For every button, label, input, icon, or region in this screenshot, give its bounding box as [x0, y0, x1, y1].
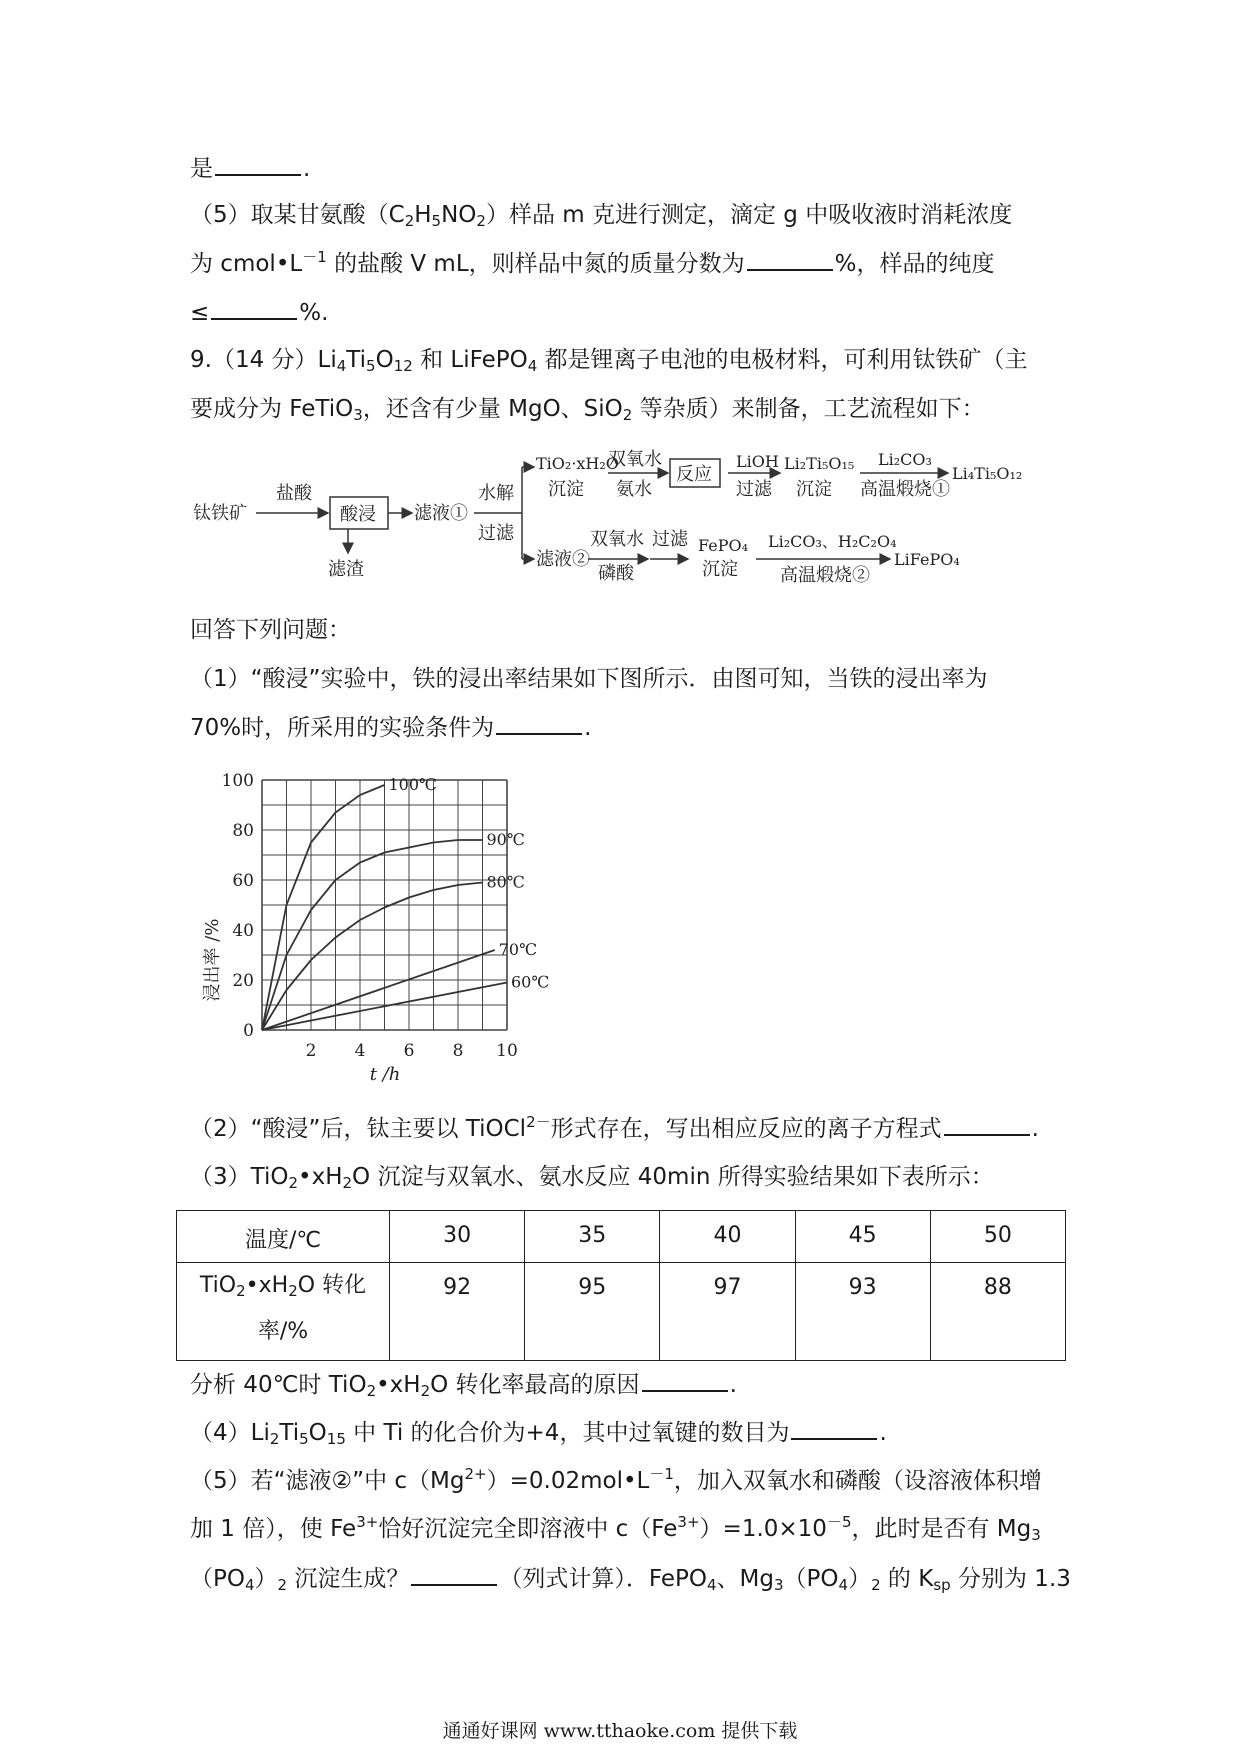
flow-precip-1: 沉淀: [548, 479, 584, 500]
question-9-2: （2）“酸浸”后，钛主要以 TiOCl$^{2-}$形式存在，写出相应反应的离子方程式 .: [190, 1113, 1039, 1142]
conversion-rate-table: [176, 1210, 1066, 1361]
flow-tio2-hydrate: TiO₂·xH₂O: [536, 454, 619, 473]
answer-blank: [215, 152, 301, 176]
table-row: [177, 1263, 1066, 1361]
flow-phosphoric: 磷酸: [598, 563, 634, 584]
table-cell: 97: [660, 1263, 795, 1361]
table-cell: 88: [930, 1263, 1065, 1361]
answer-blank: [642, 1368, 728, 1392]
question-9-4: $(4)Li_2Ti_5O_{15}$ 中 Ti 的化合价为+4，其中过氧键的数目为 .: [190, 1416, 887, 1449]
table-header-rate: $TiO_2•xH_2O$ 转化 率/%: [177, 1263, 390, 1361]
chart-ytick-label: 0: [243, 1021, 254, 1041]
table-cell: 45: [795, 1211, 930, 1263]
answer-blank: [496, 711, 582, 735]
flow-filtrate-2: 滤液②: [536, 549, 590, 570]
flow-product-1: Li₄Ti₅O₁₂: [952, 464, 1023, 483]
flow-filter-2: 过滤: [736, 479, 772, 500]
question-8-5-line2: 为 $cmol•L^{-1}$ 的盐酸 V mL，则样品中氮的质量分数为 %，样品的纯度: [190, 248, 995, 277]
flow-filter-3: 过滤: [652, 529, 688, 550]
flow-product-2: LiFePO₄: [894, 550, 960, 569]
flow-fepo4: FePO₄: [698, 536, 748, 555]
answer-blank: [791, 1416, 877, 1440]
chart-ytick-label: 40: [232, 921, 254, 941]
flow-li2ti5o15: Li₂Ti₅O₁₅: [784, 454, 855, 473]
flow-lioh: LiOH: [736, 452, 779, 471]
flow-box-acid-label: 酸浸: [340, 504, 376, 525]
process-flow-diagram: [188, 449, 1068, 605]
table-header-temp: 温度/℃: [177, 1211, 390, 1263]
table-cell: 93: [795, 1263, 930, 1361]
flow-hydrolysis: 水解: [478, 483, 514, 504]
answer-blank: [944, 1112, 1030, 1136]
question-9-5-line1: （5）若“滤液②”中 $c(Mg^{2+})=0.02mol•L^{-1}$，加入双氧水和磷酸（设溶液体积增: [190, 1465, 1042, 1494]
flow-filtrate-1: 滤液①: [414, 503, 468, 524]
table-row: [177, 1211, 1066, 1263]
table-cell: 92: [390, 1263, 525, 1361]
table-cell: 50: [930, 1211, 1065, 1263]
question-9-1-line2: 70%时，所采用的实验条件为 .: [190, 711, 591, 744]
answer-blank: [211, 296, 297, 320]
chart-series-label: 100℃: [388, 775, 437, 794]
flow-h2o2-2: 双氧水: [590, 529, 644, 550]
flow-ammonia: 氨水: [616, 479, 652, 500]
answer-line-tail: 是 .: [190, 152, 310, 185]
flow-li2co3: Li₂CO₃: [878, 450, 932, 469]
chart-series-label: 90℃: [486, 830, 525, 849]
flow-filter-1: 过滤: [478, 523, 514, 544]
chart-series-label: 70℃: [498, 940, 538, 959]
question-9-3-analysis: 分析 40℃时 $TiO_2•xH_2O$ 转化率最高的原因 .: [190, 1368, 737, 1401]
chart-xtick-label: 2: [305, 1041, 317, 1061]
question-9-5-line2: 加 1 倍），使 $Fe^{3+}$恰好沉淀完全即溶液中 $c(Fe^{3+})=1.0\times 10^{-5}$，此时是否有 $Mg_3$: [190, 1513, 1041, 1544]
chart-series-label: 80℃: [486, 872, 525, 892]
question-9-intro-line1: 9.（14 分）$Li_4Ti_5O_{12}$ 和 LiFePO$_4$ 都是锂离子电池的电极材料，可利用钛铁矿（主: [190, 347, 1028, 375]
table-cell: 35: [525, 1211, 660, 1263]
chart-xtick-label: 8: [452, 1041, 464, 1061]
chart-series-label: 60℃: [511, 972, 550, 992]
flow-calcine-2: 高温煅烧②: [780, 565, 870, 586]
chart-ytick-label: 60: [232, 871, 254, 891]
chart-ytick-label: 100: [221, 771, 254, 791]
leaching-rate-chart: [190, 770, 550, 1100]
chart-series-line: [262, 840, 483, 1030]
chart-xtick-label: 6: [403, 1041, 415, 1061]
table-cell: 40: [660, 1211, 795, 1263]
answer-blank: [411, 1562, 497, 1586]
question-8-5-line1: （5）取某甘氨酸$(C_2H_5NO_2)$样品 m 克进行测定，滴定 g 中吸收液时消耗浓度: [190, 202, 1013, 230]
chart-ytick-label: 80: [232, 821, 254, 841]
answer-intro: 回答下列问题：: [190, 617, 351, 643]
chart-series-line: [262, 785, 385, 1030]
flow-precip-3: 沉淀: [702, 559, 738, 580]
flow-box-react-label: 反应: [676, 464, 712, 485]
question-9-intro-line2: 要成分为 FeTiO$_3$，还含有少量 MgO、SiO$_2$ 等杂质）来制备，工艺流程如下：: [190, 396, 985, 424]
flow-reagent-hcl: 盐酸: [276, 483, 312, 504]
table-cell: 30: [390, 1211, 525, 1263]
chart-ylabel: 浸出率 /%: [202, 918, 223, 1002]
flow-li2co3-h2c2o4: Li₂CO₃、H₂C₂O₄: [768, 532, 897, 551]
question-9-5-line3: $(PO_4)_2$ 沉淀生成？ （列式计算）．FePO$_4$、$Mg_3(PO_4)_2$ 的 $K_{sp}$ 分别为 1.3: [190, 1562, 1071, 1595]
flow-calcine-1: 高温煅烧①: [860, 479, 950, 500]
flow-precip-2: 沉淀: [796, 479, 832, 500]
flow-h2o2-1: 双氧水: [608, 449, 662, 470]
question-8-5-line3: ≤ %.: [190, 296, 328, 329]
chart-ytick-label: 20: [232, 971, 254, 991]
flow-start: 钛铁矿: [193, 503, 247, 524]
question-9-1-line1: （1）“酸浸”实验中，铁的浸出率结果如下图所示．由图可知，当铁的浸出率为: [190, 666, 988, 692]
chart-series-line: [262, 950, 495, 1030]
chart-xtick-label: 10: [496, 1041, 518, 1061]
chart-xlabel: t /h: [369, 1064, 401, 1085]
answer-blank: [747, 247, 833, 271]
table-cell: 95: [525, 1263, 660, 1361]
chart-xtick-label: 4: [354, 1041, 366, 1061]
page-footer: 通通好课网 www.tthaoke.com 提供下载: [442, 1720, 798, 1742]
flow-residue: 滤渣: [328, 559, 364, 580]
question-9-3: $(3)TiO_2•xH_2O$ 沉淀与双氧水、氨水反应 40min 所得实验结果如下表所示：: [190, 1164, 994, 1192]
